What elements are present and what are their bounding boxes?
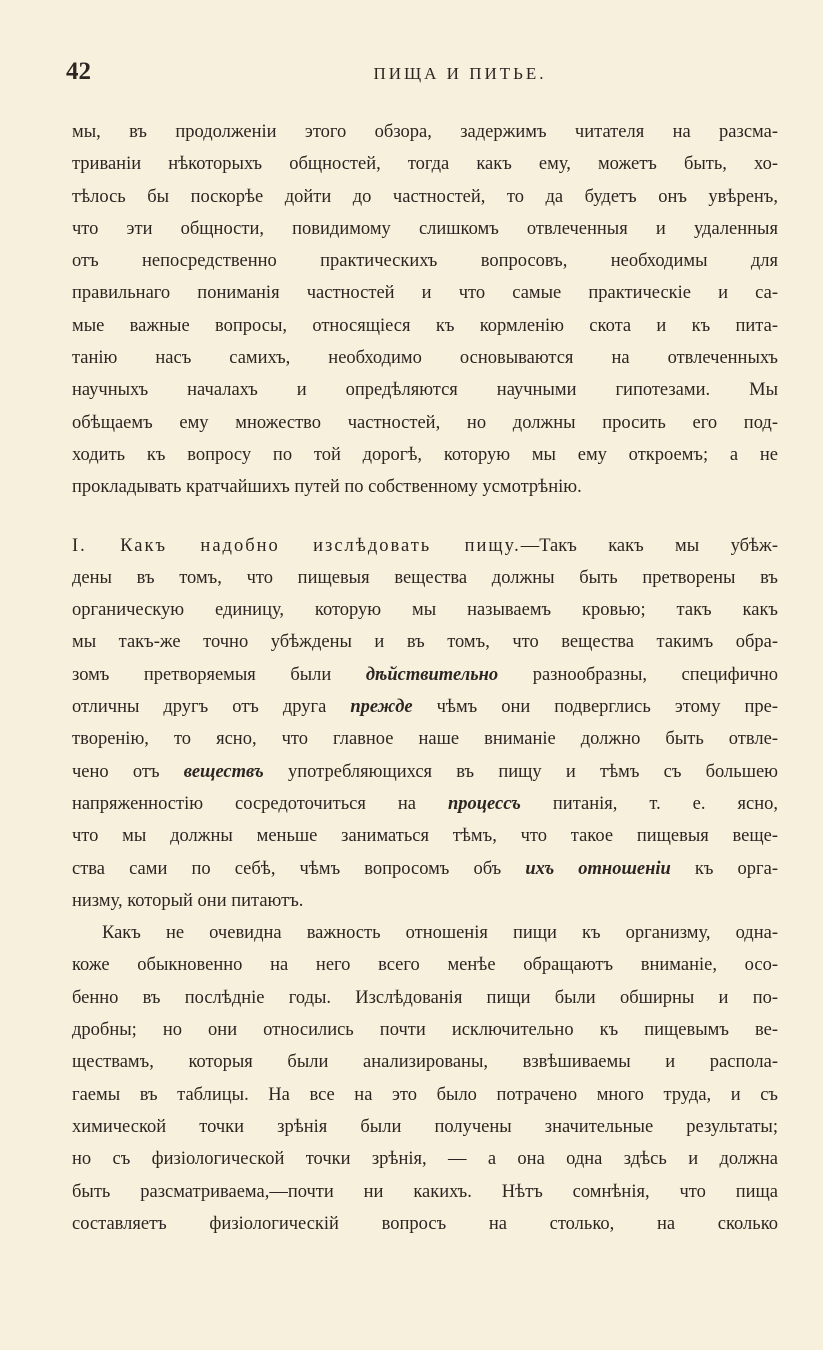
text-line: мы, въ продолженіи этого обзора, задержимъ читателя на разсма- [72,122,778,142]
page-header [0,58,823,92]
text-line: органическую единицу, которую мы называемъ кровью; такъ какъ [72,600,778,621]
text-line: бенно въ послѣдніе годы. Изслѣдованія пищи были обширны и по- [72,987,778,1008]
body-text [72,116,778,1240]
emphasis: веществъ [183,761,264,782]
text-line [72,853,778,885]
text-line: что эти общности, повидимому слишкомъ отвлеченныя и удаленныя [72,218,778,239]
text-line: но съ физіологической точки зрѣнія, — а она одна здѣсь и должна [72,1149,778,1170]
text-line: коже обыкновенно на него всего менѣе обращаютъ вниманіе, осо- [72,955,778,976]
section-heading: I. Какъ надобно изслѣдовать пищу. [72,535,521,556]
text-line: ходить къ вопросу по той дорогѣ, которую мы ему откроемъ; а не [72,444,778,465]
text-line: обѣщаемъ ему множество частностей, но должны просить его под- [72,412,778,433]
text-line: быть разсматриваема,—почти ни какихъ. Нѣтъ сомнѣнія, что пища [72,1181,778,1202]
emphasis: прежде [350,697,413,718]
text-line: мые важные вопросы, относящіеся къ кормленію скота и къ пита- [72,315,778,336]
text-line: отъ непосредственно практическихъ вопросовъ, необходимы для [72,251,778,272]
paragraph-1 [72,116,778,504]
text-line: дены въ томъ, что пищевыя вещества должны быть претворены въ [72,567,778,588]
text-line [72,788,778,820]
emphasis: дѣйствительно [365,664,499,685]
text-line: дробны; но они относились почти исключительно къ пищевымъ ве- [72,1020,778,1041]
running-title: ПИЩА И ПИТЬЕ. [373,64,547,83]
text-line: Какъ не очевидна важность отношенія пищи къ организму, одна- [102,923,778,944]
text-line: научныхъ началахъ и опредѣляются научными гипотезами. Мы [72,380,778,401]
emphasis: ихъ отношеніи [525,858,671,879]
text-line [72,691,778,723]
text-span: зомъ претворяемыя были [72,664,366,685]
text-line: творенію, то ясно, что главное наше вниманіе должно быть отвле- [72,729,778,750]
text-line: химической точки зрѣнія были получены значительные результаты; [72,1116,778,1137]
text-span: употребляющихся въ пищу и тѣмъ съ большею [263,761,778,782]
text-line [72,530,778,562]
page-number: 42 [66,58,91,85]
text-span: —Такъ какъ мы убѣж- [520,535,778,556]
text-span: разнообразны, специфично [498,664,778,685]
text-span: чено отъ [72,761,184,782]
text-line: танію насъ самихъ, необходимо основываются на отвлеченныхъ [72,348,778,369]
text-line: низму, который они питаютъ. [72,890,304,911]
text-span: ства сами по себѣ, чѣмъ вопросомъ объ [72,858,526,879]
text-span: отличны другъ отъ друга [72,697,351,718]
text-span: напряженностію сосредоточиться на [72,793,448,814]
text-line: прокладывать кратчайшихъ путей по собственному усмотрѣнію. [72,477,582,498]
text-span: питанія, т. е. ясно, [520,793,778,814]
text-line: тѣлось бы поскорѣе дойти до частностей, то да будетъ онъ увѣренъ, [72,186,778,207]
text-span: чѣмъ они подверглись этому пре- [412,697,778,718]
section-1 [72,530,778,918]
text-line: триваніи нѣкоторыхъ общностей, тогда какъ ему, можетъ быть, хо- [72,154,778,175]
text-line: ществамъ, которыя были анализированы, взвѣшиваемы и распола- [72,1052,778,1073]
text-line [72,756,778,788]
text-line: гаемы въ таблицы. На все на это было потрачено много труда, и съ [72,1084,778,1105]
paragraph-3 [72,917,778,1240]
emphasis: процессъ [447,793,521,814]
text-line [72,659,778,691]
text-span: къ орга- [670,858,779,879]
text-line: что мы должны меньше заниматься тѣмъ, что такое пищевыя веще- [72,826,778,847]
text-line: правильнаго пониманія частностей и что самые практическіе и са- [72,283,778,304]
text-line: составляетъ физіологическій вопросъ на столько, на сколько [72,1213,778,1234]
text-line: мы такъ-же точно убѣждены и въ томъ, что вещества такимъ обра- [72,632,778,653]
